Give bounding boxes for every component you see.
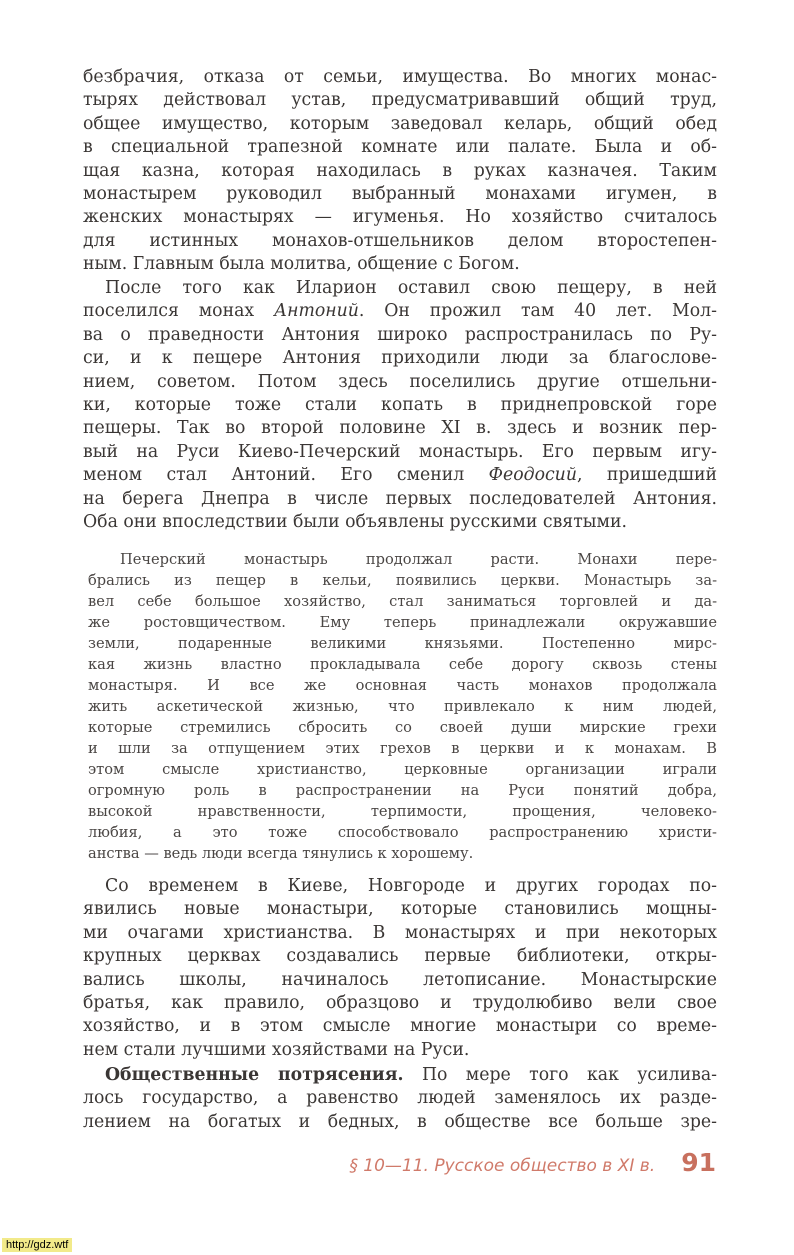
bold-heading: Общественные потрясения.: [105, 1065, 404, 1085]
text-line: анства — ведь люди всегда тянулись к хорошему.: [88, 845, 474, 862]
text-line: крупных церквах создавались первые библиотеки, откры-: [83, 946, 717, 967]
text-line: тырях действовал устав, предусматривавший общий труд,: [83, 90, 717, 111]
paragraph-social-upheavals: [83, 1064, 717, 1134]
text-line: [83, 464, 717, 487]
text-line: [83, 1064, 717, 1087]
text-line: Со временем в Киеве, Новгороде и других городах по-: [105, 876, 717, 896]
text-line: хозяйство, и в этом смысле многие монастыри со време-: [83, 1016, 717, 1037]
text-line: женских монастырях — игуменья. Но хозяйство считалось: [83, 207, 717, 228]
text-line: общее имущество, которым заведовал келарь, общий обед: [83, 113, 717, 134]
text-line: лением на богатых и бедных, в обществе все больше зре-: [83, 1111, 717, 1132]
watermark-link[interactable]: http://gdz.wtf: [2, 1238, 72, 1252]
text-line: пещеры. Так во второй половине XI в. здесь и возник пер-: [83, 418, 717, 439]
text-line: монастыря. И все же основная часть монахов продолжала: [88, 677, 717, 694]
text-line: ми очагами христианства. В монастырях и при некоторых: [83, 922, 717, 943]
text-span: . Он прожил там 40 лет. Мол-: [358, 301, 717, 322]
text-line: любия, а это тоже способствовало распространению христи-: [88, 824, 717, 841]
text-line: монастырем руководил выбранный монахами игумен, в: [83, 183, 717, 204]
text-line: которые стремились сбросить со своей души мирские грехи: [88, 719, 717, 736]
text-line: лось государство, а равенство людей заменялось их разде-: [83, 1088, 717, 1109]
text-span: , пришедший: [576, 465, 717, 486]
text-line: земли, подаренные великими князьями. Постепенно мирс-: [88, 635, 717, 652]
text-line: нем стали лучшими хозяйствами на Руси.: [83, 1039, 470, 1060]
text-line: вый на Руси Киево-Печерский монастырь. Его первым игу-: [83, 441, 717, 462]
page-footer: [349, 1148, 716, 1177]
text-line: кая жизнь властно прокладывала себе дорогу сквозь стены: [88, 656, 717, 673]
text-line: Оба они впоследствии были объявлены русскими святыми.: [83, 511, 627, 532]
text-line: безбрачия, отказа от семьи, имущества. Во многих монас-: [83, 67, 717, 87]
text-line: в специальной трапезной комнате или палате. Была и об-: [83, 137, 717, 158]
paragraph-4: [83, 875, 717, 1062]
paragraph-1: [83, 66, 717, 277]
text-span: По мере того как усилива-: [403, 1065, 717, 1085]
text-line: После того как Иларион оставил свою пещеру, в ней: [105, 278, 717, 298]
text-line: ва о праведности Антония широко распространилась по Ру-: [83, 324, 717, 345]
text-line: братья, как правило, образцово и трудолюбиво вели свое: [83, 992, 717, 1013]
text-span: поселился монах: [83, 301, 274, 322]
italic-name: Феодосий: [488, 465, 577, 486]
text-line: ки, которые тоже стали копать в приднепровской горе: [83, 394, 717, 415]
text-line: жить аскетической жизнью, что привлекало к ним людей,: [88, 698, 717, 715]
text-span: меном стал Антоний. Его сменил: [83, 465, 489, 486]
text-line: огромную роль в распространении на Руси понятий добра,: [88, 782, 717, 799]
page-number: 91: [681, 1148, 716, 1177]
text-line: щая казна, которая находилась в руках казначея. Таким: [83, 160, 717, 181]
text-line: для истинных монахов-отшельников делом второстепен-: [83, 230, 717, 251]
text-line: и шли за отпущением этих грехов в церкви и к монахам. В: [88, 740, 717, 757]
italic-name: Антоний: [273, 301, 359, 322]
text-line: Печерский монастырь продолжал расти. Монахи пере-: [120, 551, 717, 568]
text-line: этом смысле христианство, церковные организации играли: [88, 761, 717, 778]
text-line: нием, советом. Потом здесь поселились другие отшельни-: [83, 371, 717, 392]
running-section-title: § 10—11. Русское общество в XI в.: [349, 1156, 656, 1176]
text-line: явились новые монастыри, которые становились мощны-: [83, 899, 717, 920]
text-line: брались из пещер в кельи, появились церкви. Монастырь за-: [88, 572, 717, 589]
text-line: вались школы, начиналось летописание. Монастырские: [83, 969, 717, 990]
text-line: же ростовщичеством. Ему теперь принадлежали окружавшие: [88, 614, 717, 631]
sidebar-paragraph-small-print: [88, 549, 717, 864]
text-line: си, и к пещере Антония приходили люди за благослове-: [83, 348, 717, 369]
text-line: высокой нравственности, терпимости, прощения, человеко-: [88, 803, 717, 820]
text-line: ным. Главным была молитва, общение с Богом.: [83, 254, 520, 275]
text-line: вел себе большое хозяйство, стал заниматься торговлей и да-: [88, 593, 717, 610]
text-line: на берега Днепра в числе первых последователей Антония.: [83, 488, 717, 509]
text-line: [83, 300, 717, 323]
paragraph-2: [83, 277, 717, 534]
